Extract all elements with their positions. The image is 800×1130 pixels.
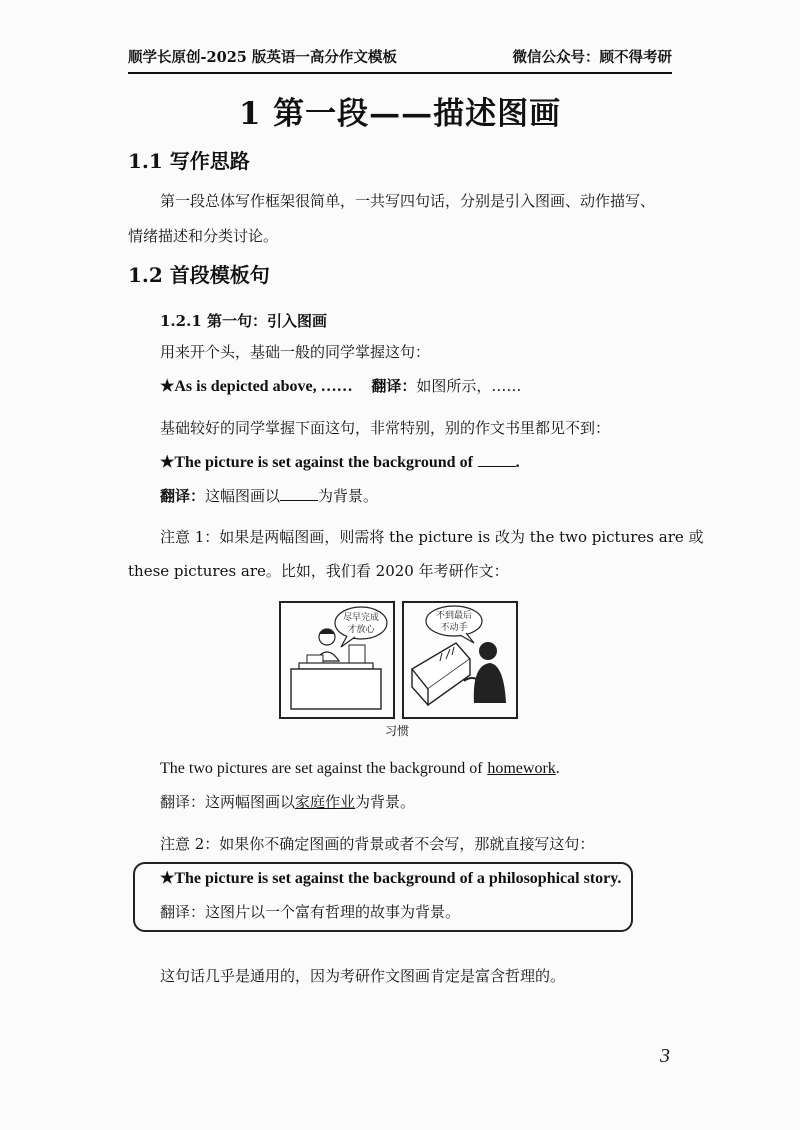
template-2-translation bbox=[160, 480, 378, 512]
box-english-text: ★The picture is set against the background of a philosophical story. bbox=[160, 870, 622, 887]
cartoon-left-drawing bbox=[281, 603, 393, 717]
example-english-c: . bbox=[555, 760, 560, 777]
example-chinese bbox=[160, 786, 415, 818]
cartoon-right-drawing bbox=[404, 603, 516, 717]
example-english-a: The two pictures are set against the background of bbox=[160, 760, 483, 777]
left-bubble-text-2: 才放心 bbox=[347, 625, 375, 635]
template-2-translation-label: 翻译： bbox=[160, 487, 206, 505]
template-2-translation-blank bbox=[280, 486, 318, 501]
section-heading-1-2: 1.2 首段模板句 bbox=[128, 263, 270, 287]
header-right: 微信公众号：顾不得考研 bbox=[512, 49, 672, 66]
intro-line-2: 基础较好的同学掌握下面这句，非常特别，别的作文书里都见不到： bbox=[160, 419, 611, 437]
box-chinese: 翻译：这图片以一个富有哲理的故事为背景。 bbox=[160, 903, 461, 921]
closing-sentence: 这句话几乎是通用的，因为考研作文图画肯定是富含哲理的。 bbox=[160, 967, 566, 985]
header-rule bbox=[128, 72, 672, 74]
page-number: 3 bbox=[660, 1045, 670, 1067]
right-bubble-text-2: 不动手 bbox=[440, 623, 468, 633]
s1-paragraph-line1: 第一段总体写作框架很简单，一共写四句话，分别是引入图画、动作描写、 bbox=[160, 192, 656, 210]
note-1-line2: these pictures are。比如，我们看 2020 年考研作文： bbox=[128, 562, 509, 580]
template-2-translation-a: 这幅图画以 bbox=[205, 487, 281, 505]
left-bubble-text-1: 尽早完成 bbox=[342, 613, 380, 623]
cartoon-panel-right bbox=[402, 601, 518, 719]
example-chinese-c: 为背景。 bbox=[355, 793, 416, 811]
example-english-underlined: homework bbox=[487, 760, 556, 777]
template-sentence-1 bbox=[160, 370, 521, 403]
subsection-heading-1-2-1: 1.2.1 第一句：引入图画 bbox=[160, 312, 327, 330]
template-sentence-2: ★The picture is set against the background of . bbox=[160, 454, 520, 471]
template-1-english: ★As is depicted above, …… bbox=[160, 378, 353, 395]
example-chinese-a: 翻译：这两幅图画以 bbox=[160, 793, 296, 811]
chapter-title: 1 第一段——描述图画 bbox=[238, 96, 562, 132]
template-2-english: ★The picture is set against the background of bbox=[160, 454, 473, 471]
note-1-line1: 注意 1：如果是两幅图画，则需将 the picture is 改为 the two pictures are 或 bbox=[160, 528, 704, 546]
template-1-label: 翻译： bbox=[371, 377, 417, 395]
intro-line: 用来开个头，基础一般的同学掌握这句： bbox=[160, 343, 431, 361]
template-2-blank bbox=[478, 452, 516, 467]
example-chinese-underlined: 家庭作业 bbox=[295, 793, 356, 811]
section-heading-1-1: 1.1 写作思路 bbox=[128, 149, 250, 173]
note-2: 注意 2：如果你不确定图画的背景或者不会写，那就直接写这句： bbox=[160, 835, 595, 853]
template-2-translation-b: 为背景。 bbox=[318, 487, 379, 505]
s1-paragraph-line2: 情绪描述和分类讨论。 bbox=[128, 227, 279, 245]
header-left: 顺学长原创-2025 版英语一高分作文模板 bbox=[128, 49, 397, 66]
box-english bbox=[160, 862, 621, 895]
cartoon-panel-left bbox=[279, 601, 395, 719]
right-bubble-text-1: 不到最后 bbox=[435, 611, 473, 621]
figure-caption: 习惯 bbox=[385, 724, 410, 738]
example-english bbox=[160, 752, 560, 785]
template-1-chinese: 如图所示，…… bbox=[416, 377, 522, 395]
